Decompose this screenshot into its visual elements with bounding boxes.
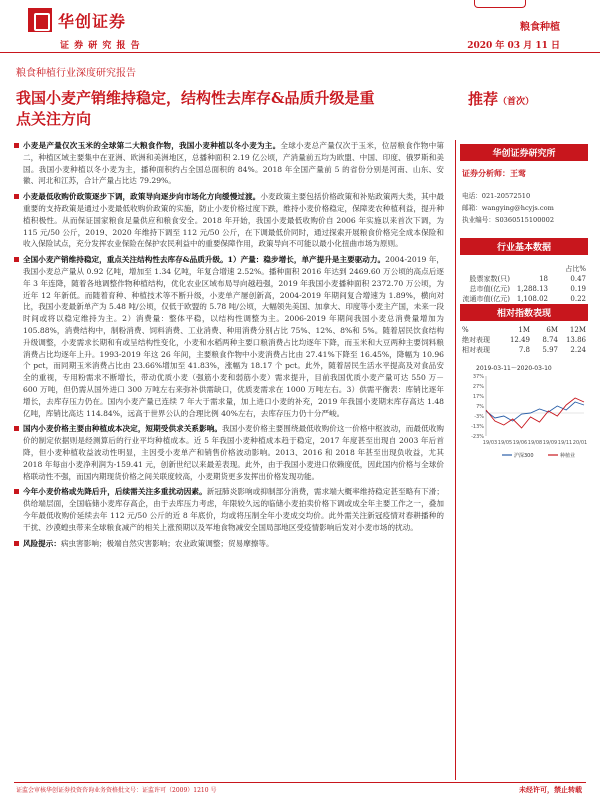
table-header	[462, 325, 586, 335]
paragraph-text: 我国小麦价格主要围绕最低收购价这一价格中枢波动，而最低收购价的制定依据则是经测算后的行业平均种植成本。近 5 年我国小麦种植成本趋于稳定，2017 年度甚至出现自 2003 年后首降，但小麦种植收益波动性明显，主因受小麦单产和销售价格波动影响。2013、2016 和 2018 年甚至出现负收益，尤其 2018 年每亩小麦净利润为-159.41 元，创新世纪以来最差表现。此外，由于我国小麦进口依赖度低，因此国内价格与全球价格联动性不强，而国内期现货价格之间关联度较高，小麦期货更多发挥出价格发现功能。	[23, 424, 444, 481]
series-line	[486, 402, 584, 421]
cell: 12.49	[509, 336, 530, 344]
cell: 1,108.02	[516, 295, 548, 303]
cell: 1,288.13	[516, 285, 548, 293]
analyst-name: 证券分析师：王莺	[462, 168, 526, 178]
performance-table	[462, 325, 586, 355]
cell: 13.86	[565, 336, 586, 344]
company-logo-icon	[28, 8, 52, 32]
row-label: 总市值(亿元)	[469, 285, 510, 293]
cell: 2.24	[570, 346, 586, 354]
analyst-email: 邮箱：wangying@hcyjs.com	[462, 204, 554, 212]
footer-copyright: 未经许可，禁止转载	[519, 785, 582, 794]
summary-paragraph	[14, 423, 444, 482]
table-header	[462, 264, 586, 274]
paragraph-lead: 小麦最低收购价政策逐步下调，政策导向逐步向市场化方向缓慢过渡。	[23, 192, 261, 202]
x-tick-label: 19/06	[512, 440, 528, 446]
cell: 0.47	[570, 275, 586, 283]
x-tick-label: 19/03	[482, 440, 498, 446]
header-cell	[510, 264, 548, 274]
header-divider	[0, 52, 600, 53]
risk-paragraph	[14, 538, 444, 550]
row-label: 股票家数(只)	[469, 275, 510, 283]
summary-paragraph	[14, 191, 444, 250]
table-row	[462, 274, 586, 284]
header-cell: %	[462, 326, 469, 334]
paragraph-lead: 全国小麦产销维持稳定，重点关注结构性去库存&品质升级。1）产量：稳步增长，单产提升是主要驱动力。	[23, 255, 386, 265]
header-tab-decoration	[474, 0, 526, 8]
header-cell: 占比%	[565, 265, 586, 273]
report-type: 证 券 研 究 报 告	[60, 41, 141, 51]
y-tick-label: -13%	[471, 424, 484, 430]
sidebar-divider	[455, 140, 456, 780]
paragraph-text: 小麦政策主要包括价格政策和补贴政策两大类，其中最重要的支持政策是通过小麦最低收购价政策的实施，防止小麦价格过度下跌，维持小麦价格稳定，保障麦农种植利益，提升种植积极性。从而保证国家粮食足量供应和粮食安全。2018 年开始，我国小麦最低收购价自 2006 年实施以来首次下调，为 115 元/50 公斤，2019、2020 年维持下调至 112 元/50 公斤，在下调最低价同时，通过探索开展粮食价格完全成本保险和收入保险试点，充分发挥农业保险在保护农民利益中的重要保障作用，政策导向不可能以最小化扭曲市场为原则。	[23, 192, 444, 249]
institute-banner: 华创证券研究所	[460, 144, 588, 161]
x-tick-label: 20/01	[572, 440, 588, 446]
analyst-phone: 电话：021-20572510	[462, 192, 531, 200]
basic-data-table	[462, 264, 586, 304]
relative-index-chart	[462, 362, 588, 462]
paragraph-lead: 风险提示：	[23, 538, 61, 548]
x-tick-label: 19/05	[497, 440, 513, 446]
table-row	[462, 345, 586, 355]
cell: 8.74	[542, 336, 558, 344]
paragraph-text: 全球小麦总产量仅次于玉米，位居粮食作物中第二，种植区域主要集中在亚洲、欧洲和美洲地区，总播种面积 2.19 亿公顷，产消量前五均为欧盟、中国、印度、俄罗斯和美国。我国小麦种植以冬小麦为主，播种面积约占全国总面积的 84%。2018 年全国产量前 5 的省份分别是河南、山东、安徽、河北和江苏，合计产量占比达 79.29%。	[23, 141, 445, 186]
basic-data-banner: 行业基本数据	[460, 238, 588, 255]
rating	[468, 88, 534, 109]
cell: 18	[539, 275, 548, 283]
cell: 0.22	[570, 295, 586, 303]
footer-divider	[14, 782, 586, 783]
header-cell: 1M	[518, 326, 530, 334]
row-label: 相对表现	[462, 346, 490, 354]
report-title: 我国小麦产销维持稳定，结构性去库存&品质升级是重点关注方向	[16, 89, 375, 128]
summary-paragraph	[14, 254, 444, 419]
row-label: 绝对表现	[462, 336, 490, 344]
rating-note: （首次）	[498, 97, 535, 107]
summary-paragraph	[14, 486, 444, 533]
y-tick-label: 7%	[476, 404, 484, 410]
y-tick-label: -3%	[474, 414, 484, 420]
cell: 0.19	[570, 285, 586, 293]
paragraph-lead: 小麦是产量仅次玉米的全球第二大粮食作物，我国小麦种植以冬小麦为主。	[23, 141, 281, 150]
x-tick-label: 19/11	[557, 440, 573, 446]
y-tick-label: 27%	[472, 384, 484, 390]
analyst-license: 执业编号：S0360515100002	[462, 216, 555, 224]
table-row	[462, 294, 586, 304]
header-cell	[462, 264, 510, 274]
paragraph-text: 病虫害影响；极端自然灾害影响；农业政策调整；贸易摩擦等。	[60, 538, 274, 548]
paragraph-lead: 今年小麦价格或先降后升，后续需关注多重扰动因素。	[23, 487, 207, 497]
rating-label: 推荐	[468, 90, 499, 108]
cell: 7.8	[518, 346, 530, 354]
legend-label: 种植业	[560, 453, 576, 459]
row-label: 流通市值(亿元)	[462, 295, 510, 303]
chart-range: 2019-03-11～2020-03-10	[476, 365, 552, 372]
y-tick-label: 37%	[472, 374, 484, 380]
table-row	[462, 284, 586, 294]
x-tick-label: 19/09	[542, 440, 558, 446]
sector-label: 粮食种植	[520, 22, 560, 33]
header-cell: 12M	[569, 326, 586, 334]
y-tick-label: 17%	[472, 394, 484, 400]
paragraph-lead: 国内小麦价格主要由种植成本决定，短期受供求关系影响。	[23, 424, 223, 434]
report-date: 2020 年 03 月 11 日	[467, 41, 560, 51]
y-tick-label: -23%	[471, 434, 484, 440]
paragraph-text: 2004-2019 年，我国小麦总产量从 0.92 亿吨，增加至 1.34 亿吨，年复合增速 2.52%。播种面积 2016 年达到 2469.60 万公顷的高点后逐年 3 年连降，随着各地调整作物种植结构，优化农业区域布局导向越趋强，2019 年我国小麦播种面积 2372.70 万公顷，为近年 12 年新低。而随着育种、种植技术等不断升级，小麦单产屡创新高，2004-2019 年期间复合增速为 1.89%，横向对比，我国小麦最新单产为 5.48 吨/公顷，仅低于欧盟的 5.78 吨/公顷，大幅领先美国、加拿大、印度等小麦主产国，未来一段时间或将以稳定维持为主。2）消费量：整体平稳，以结构性调整为主。2006-2019 年期间我国小麦总消费量增加为 105.88%，消费结构中，制粉消费、饲料消费、工业消费、种用消费分别占比 75%、12%、8%和 5%。随着居民饮食结构升级调整，小麦需求长期和有或呈结构性变化，小麦和水稻两种主要口粮消费占比均逐年下降，而玉米和大豆两种主要饲料粮消费占比均逐年上升。1993-2019 年这 26 年间，主要粮食作物中小麦消费占比由 27.41%下降至 16.45%，降幅为 10.96 个 pct，而同期玉米消费占比由 23.66%增加至 41.83%，涨幅为 18.17 个 pct。此外，随着居民生活水平提高及对食品安全的重视，专用粉需求不断增长，带动优质小麦（强筋小麦和弱筋小麦）需求提升，目前我国优质小麦产量可达 550 万－600 万吨，但仍需从国外进口 300 万吨左右来弥补供需缺口，优质麦需求在 1000 万吨左右。3）供需平衡表：库销比逐年增长，去库存压力仍在。国内小麦产量已连续 7 年大于需求量，加上进口小麦的补充，2019 年我国小麦期末库存高达 1.48 亿吨，库销比高达 114.84%，远高于世界公认的合理比例 40%左右，去库存压力仍十分严峻。	[23, 255, 444, 418]
cell: 5.97	[542, 346, 558, 354]
summary-paragraph	[14, 140, 444, 187]
x-tick-label: 19/08	[527, 440, 543, 446]
header-cell: 6M	[546, 326, 558, 334]
footer-license: 证监会审核华创证券投资咨询业务资格批文号：证监许可（2009）1210 号	[16, 787, 217, 794]
company-logo-text: 华创证券	[58, 12, 127, 31]
legend-label: 沪深300	[514, 453, 534, 459]
report-body	[14, 140, 444, 553]
table-row	[462, 335, 586, 345]
performance-banner: 相对指数表现	[460, 304, 588, 321]
paragraph-text: 新冠肺炎影响或抑制部分消费，需求端大概率维持稳定甚至略有下滑；供给端层面，全国临储小麦库存高企，由于去库压力考虑，年限较久远的临储小麦拍卖价格下调或成全年主要工作之一，叠加今年最低收购价延续去年 112 元/50 公斤的近 8 年底价，均或将压制全年小麦成交均价。此外需关注新冠疫情对春耕播种的干扰、沙漠蝗虫带来全球粮食减产的相关上涨预期以及军地食物减安全国局部地区受疫情影响后发对小麦市场的扰动。	[23, 487, 444, 532]
report-subtitle: 粮食种植行业深度研究报告	[16, 68, 136, 79]
